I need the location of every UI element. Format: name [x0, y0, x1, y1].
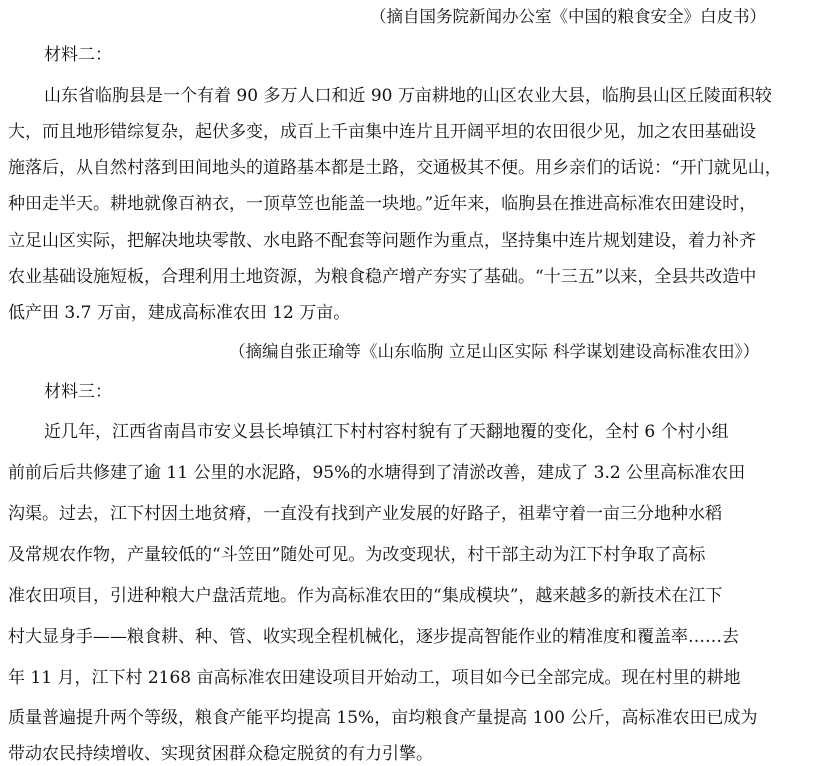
material-3-line-9: 带动农民持续增收、实现贫困群众稳定脱贫的有力引擎。 [8, 744, 433, 764]
material-3-line-1: 近几年，江西省南昌市安义县长埠镇江下村村容村貌有了天翻地覆的变化，全村 6 个村小组 [44, 422, 729, 442]
material-2-line-1: 山东省临朐县是一个有着 90 多万人口和近 90 万亩耕地的山区农业大县，临朐县山区丘陵面积较 [44, 86, 772, 106]
material-3-line-8: 质量普遍提升两个等级，粮食产能平均提高 15%，亩均粮食产量提高 100 公斤，高标准农田已成为 [8, 708, 758, 728]
material-3-line-6: 村大显身手——粮食耕、种、管、收实现全程机械化，逐步提高智能作业的精准度和覆盖率……去 [8, 627, 739, 647]
material-3-line-7: 年 11 月，江下村 2168 亩高标准农田建设项目开始动工，项目如今已全部完成。现在村里的耕地 [8, 668, 741, 688]
material-2-line-6: 农业基础设施短板，合理利用土地资源，为粮食稳产增产夯实了基础。“十三五”以来，全县共改造中 [8, 267, 757, 287]
material-2-line-7: 低产田 3.7 万亩，建成高标准农田 12 万亩。 [8, 303, 351, 323]
material-3-line-3: 沟渠。过去，江下村因土地贫瘠，一直没有找到产业发展的好路子，祖辈守着一亩三分地种水稻 [8, 504, 722, 524]
material-3-line-2: 前前后后共修建了逾 11 公里的水泥路，95%的水塘得到了清淤改善，建成了 3.2 公里高标准农田 [8, 463, 746, 483]
material-3-line-5: 准农田项目，引进种粮大户盘活荒地。作为高标准农田的“集成模块”，越来越多的新技术在江下 [8, 586, 723, 606]
material-3-label: 材料三： [44, 382, 112, 402]
material-2-line-3: 施落后，从自然村落到田间地头的道路基本都是土路，交通极其不便。用乡亲们的话说：“开门就见山， [8, 158, 782, 178]
source-citation-1: （摘自国务院新闻办公室《中国的粮食安全》白皮书） [370, 7, 766, 26]
material-2-line-2: 大，而且地形错综复杂，起伏多变，成百上千亩集中连片且开阔平坦的农田很少见，加之农田基础设 [8, 122, 756, 142]
material-2-line-5: 立足山区实际，把解决地块零散、水电路不配套等问题作为重点，坚持集中连片规划建设，着力补齐 [8, 231, 756, 251]
source-citation-2: （摘编自张正瑜等《山东临朐 立足山区实际 科学谋划建设高标准农田》） [229, 342, 760, 361]
material-3-line-4: 及常规农作物，产量较低的“斗笠田”随处可见。为改变现状，村干部主动为江下村争取了高标 [8, 545, 706, 565]
material-2-label: 材料二： [44, 45, 112, 65]
material-2-line-4: 种田走半天。耕地就像百衲衣，一顶草笠也能盖一块地。”近年来，临朐县在推进高标准农田建设时， [8, 194, 757, 214]
